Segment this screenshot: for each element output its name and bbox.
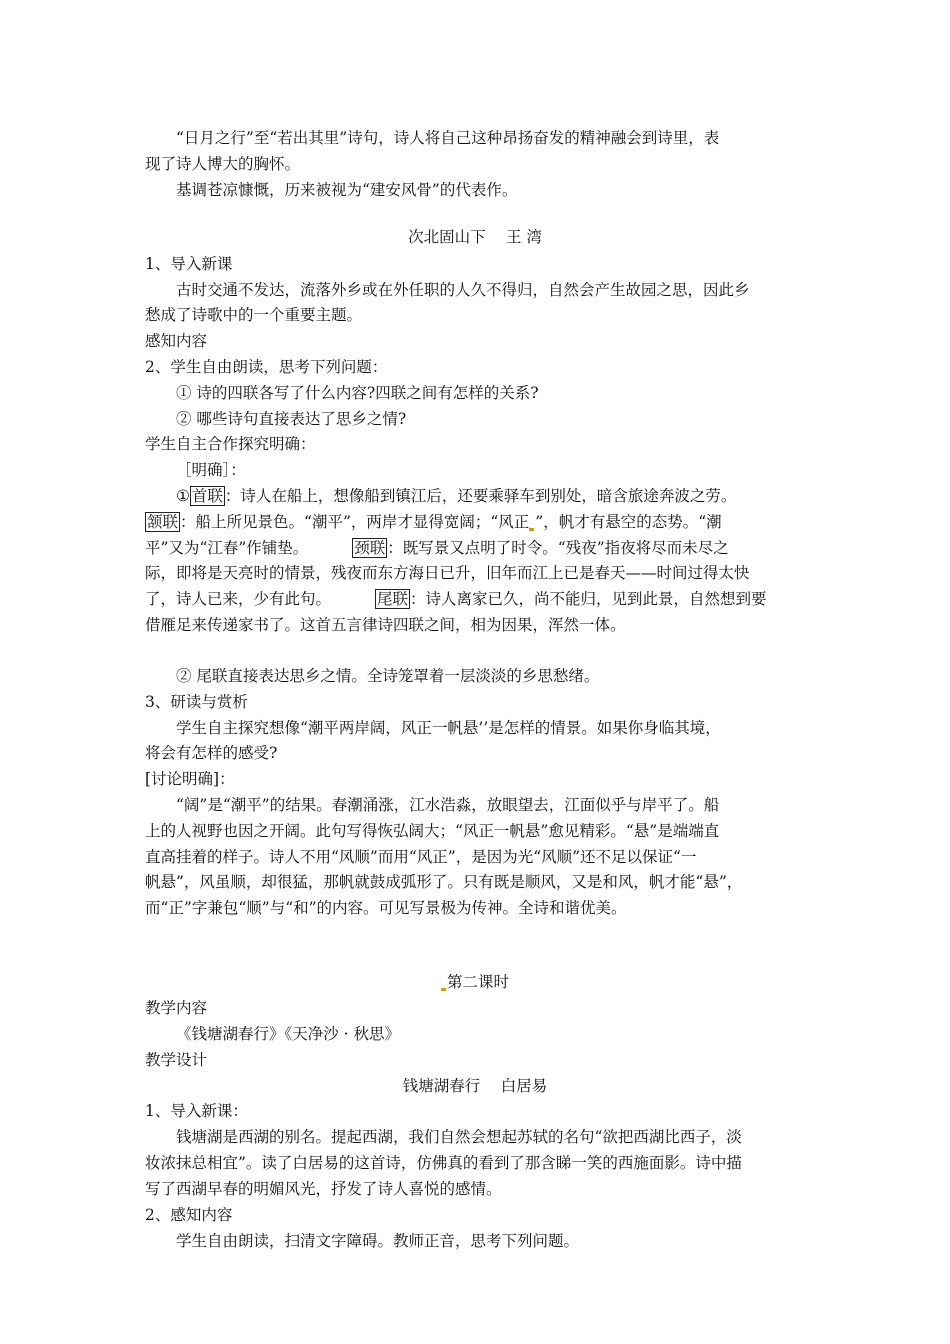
answer-text: ：既写景又点明了时令。“残夜”指夜将尽而未尽之: [387, 539, 729, 557]
answer-line: 借雁足来传递家书了。这首五言律诗四联之间，相为因果，浑然一体。: [145, 616, 626, 634]
boxed-term: 颈联: [354, 539, 386, 557]
section-heading: 2、感知内容: [145, 1206, 233, 1224]
paragraph-line: “日月之行”至“若出其里”诗句，诗人将自己这种昂扬奋发的精神融会到诗里，表: [176, 129, 720, 147]
section-heading: 3、研读与赏析: [145, 693, 248, 711]
paragraph-line: 妆浓抹总相宜”。读了白居易的这首诗，仿佛真的看到了那含睇一笑的西施面影。诗中描: [145, 1154, 742, 1172]
question-item: ② 哪些诗句直接表达了思乡之情?: [176, 410, 407, 428]
paragraph-line: 写了西湖早春的明媚风光，抒发了诗人喜悦的感情。: [145, 1180, 502, 1198]
section-heading: 1、导入新课：: [145, 1102, 248, 1120]
paragraph-line: 古时交通不发达，流落外乡或在外任职的人久不得归，自然会产生故园之思，因此乡: [176, 281, 750, 299]
paragraph-line: 直高挂着的样子。诗人不用“风顺”而用“风正”，是因为光“风顺”还不足以保证“一: [145, 848, 697, 866]
edit-marker: [441, 988, 446, 991]
answer-line: [145, 589, 767, 609]
section-heading: 教学设计: [145, 1051, 208, 1069]
paragraph-line: 钱塘湖是西湖的别名。提起西湖，我们自然会想起苏轼的名句“欲把西湖比西子，淡: [176, 1128, 742, 1146]
question-item: ① 诗的四联各写了什么内容?四联之间有怎样的关系?: [176, 384, 539, 402]
poem-title: 次北固山下 王 湾: [408, 228, 542, 246]
answer-label: ［明确］：: [176, 461, 246, 479]
answer-text: 平”又为“江春”作铺垫。: [145, 539, 309, 557]
answer-text: ：诗人离家已久，尚不能归，见到此景，自然想到要: [410, 590, 767, 608]
answer-text: ：诗人在船上，想像船到镇江后，还要乘驿车到别处，暗含旅途奔波之劳。: [224, 487, 737, 505]
section-heading: 学生自主合作探究明确：: [145, 435, 316, 453]
lesson-title: [0, 972, 950, 992]
paragraph-line: 学生自由朗读，扫清文字障碍。教师正音，思考下列问题。: [176, 1232, 580, 1250]
paragraph-line: 将会有怎样的感受?: [145, 744, 278, 762]
section-heading: 1、导入新课: [145, 255, 233, 273]
discussion-label: [讨论明确]：: [145, 770, 235, 788]
boxed-term: 首联: [191, 487, 223, 505]
answer-text: ：船上所见景色。“潮平”，两岸才显得宽阔；“风正: [180, 513, 530, 531]
paragraph-line: 愁成了诗歌中的一个重要主题。: [145, 306, 363, 324]
paragraph-line: 现了诗人博大的胸怀。: [145, 155, 301, 173]
poem-title: 钱塘湖春行 白居易: [402, 1077, 548, 1095]
answer-text: ”，帆才有悬空的态势。“潮: [535, 513, 722, 531]
answer-line: [145, 512, 722, 532]
paragraph-line: 《钱塘湖春行》《天净沙 · 秋思》: [176, 1025, 401, 1043]
paragraph-line: 帆悬”，风虽顺，却很猛，那帆就鼓成弧形了。只有既是顺风，又是和风，帆才能“悬”，: [145, 873, 743, 891]
section-heading: 教学内容: [145, 999, 208, 1017]
boxed-term: 颔联: [147, 513, 179, 531]
answer-line: ② 尾联直接表达思乡之情。全诗笼罩着一层淡淡的乡思愁绪。: [176, 667, 600, 685]
paragraph-line: 而“正”字兼包“顺”与“和”的内容。可见写景极为传神。全诗和谐优美。: [145, 899, 627, 917]
answer-text: 了，诗人已来，少有此句。: [145, 590, 332, 608]
paragraph-line: 上的人视野也因之开阔。此句写得恢弘阔大；“风正一帆悬”愈见精彩。“悬”是端端直: [145, 822, 720, 840]
answer-line: [145, 538, 729, 558]
lesson-title-text: 第二课时: [446, 973, 509, 991]
circled-number: ①: [176, 487, 190, 505]
answer-line: [176, 486, 736, 506]
boxed-term: 尾联: [377, 590, 409, 608]
paragraph-line: “阔”是“潮平”的结果。春潮涌涨，江水浩淼，放眼望去，江面似乎与岸平了。船: [176, 796, 720, 814]
paragraph-line: 学生自主探究想像“潮平两岸阔，风正一帆悬’’是怎样的情景。如果你身临其境，: [176, 719, 721, 737]
paragraph-line: 基调苍凉慷慨，历来被视为“建安风骨”的代表作。: [176, 181, 518, 199]
edit-marker: [529, 528, 534, 531]
section-heading: 感知内容: [145, 332, 208, 350]
answer-line: 际，即将是天亮时的情景，残夜而东方海日已升，旧年而江上已是春天——时间过得太快: [145, 564, 750, 582]
section-heading: 2、学生自由朗读，思考下列问题：: [145, 358, 388, 376]
